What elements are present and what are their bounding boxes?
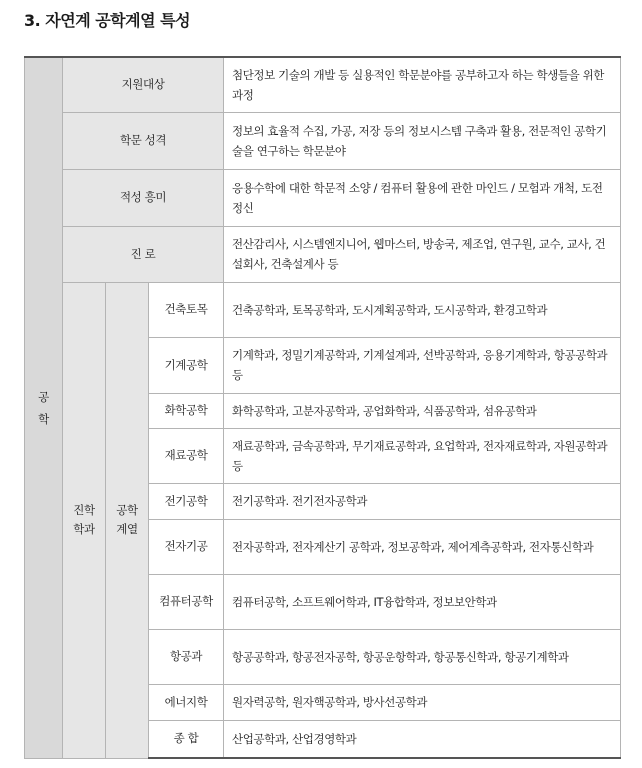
row-label-career: 진 로 [63, 226, 224, 282]
major-category: 컴퓨터공학 [149, 574, 224, 629]
table-row [25, 57, 621, 112]
engineering-characteristics-table [24, 56, 621, 759]
row-label-nature: 학문 성격 [63, 112, 224, 169]
major-category: 종 합 [149, 720, 224, 758]
major-category: 건축토목 [149, 282, 224, 337]
table-row [25, 112, 621, 169]
major-category: 전자기공 [149, 519, 224, 574]
dept-group-label-line: 진학 [73, 503, 95, 517]
major-departments: 산업공학과, 산업경영학과 [224, 720, 621, 758]
field-label-char: 공 [38, 389, 49, 404]
field-label-char: 학 [38, 411, 49, 426]
major-category: 에너지학 [149, 684, 224, 720]
row-text-career: 전산감리사, 시스템엔지니어, 웹마스터, 방송국, 제조업, 연구원, 교수, 교사, 건설회사, 건축설계사 등 [224, 226, 621, 282]
dept-subgroup-label-line: 공학 [116, 503, 138, 517]
major-category: 기계공학 [149, 337, 224, 393]
table-row [25, 282, 621, 337]
row-text-aptitude: 응용수학에 대한 학문적 소양 / 컴퓨터 활용에 관한 마인드 / 모험과 개척, 도전 정신 [224, 169, 621, 226]
table-row [25, 226, 621, 282]
major-category: 항공과 [149, 629, 224, 684]
major-departments: 기계학과, 정밀기계공학과, 기계설계과, 선박공학과, 응용기계학과, 항공공학과 등 [224, 337, 621, 393]
row-text-target: 첨단정보 기술의 개발 등 실용적인 학문분야를 공부하고자 하는 학생들을 위한 과정 [224, 57, 621, 112]
dept-subgroup-label-line: 계열 [116, 522, 138, 536]
row-text-nature: 정보의 효율적 수집, 가공, 저장 등의 정보시스템 구축과 활용, 전문적인 공학기술을 연구하는 학문분야 [224, 112, 621, 169]
major-departments: 컴퓨터공학, 소프트웨어학과, IT융합학과, 정보보안학과 [224, 574, 621, 629]
major-departments: 전기공학과. 전기전자공학과 [224, 483, 621, 519]
major-departments: 전자공학과, 전자계산기 공학과, 정보공학과, 제어계측공학과, 전자통신학과 [224, 519, 621, 574]
page-title: 3. 자연계 공학계열 특성 [24, 11, 191, 30]
major-departments: 항공공학과, 항공전자공학, 항공운항학과, 항공통신학과, 항공기계학과 [224, 629, 621, 684]
major-category: 재료공학 [149, 428, 224, 483]
major-departments: 재료공학과, 금속공학과, 무기재료공학과, 요업학과, 전자재료학과, 자원공학과 등 [224, 428, 621, 483]
dept-subgroup-label [106, 282, 149, 758]
major-category: 전기공학 [149, 483, 224, 519]
dept-group-label [63, 282, 106, 758]
major-category: 화학공학 [149, 393, 224, 428]
major-departments: 화학공학과, 고분자공학과, 공업화학과, 식품공학과, 섬유공학과 [224, 393, 621, 428]
major-departments: 원자력공학, 원자핵공학과, 방사선공학과 [224, 684, 621, 720]
dept-group-label-line: 학과 [73, 522, 95, 536]
row-label-aptitude: 적성 흥미 [63, 169, 224, 226]
major-departments: 건축공학과, 토목공학과, 도시계획공학과, 도시공학과, 환경고학과 [224, 282, 621, 337]
table-row [25, 169, 621, 226]
row-label-target: 지원대상 [63, 57, 224, 112]
field-label-cell [25, 57, 63, 758]
